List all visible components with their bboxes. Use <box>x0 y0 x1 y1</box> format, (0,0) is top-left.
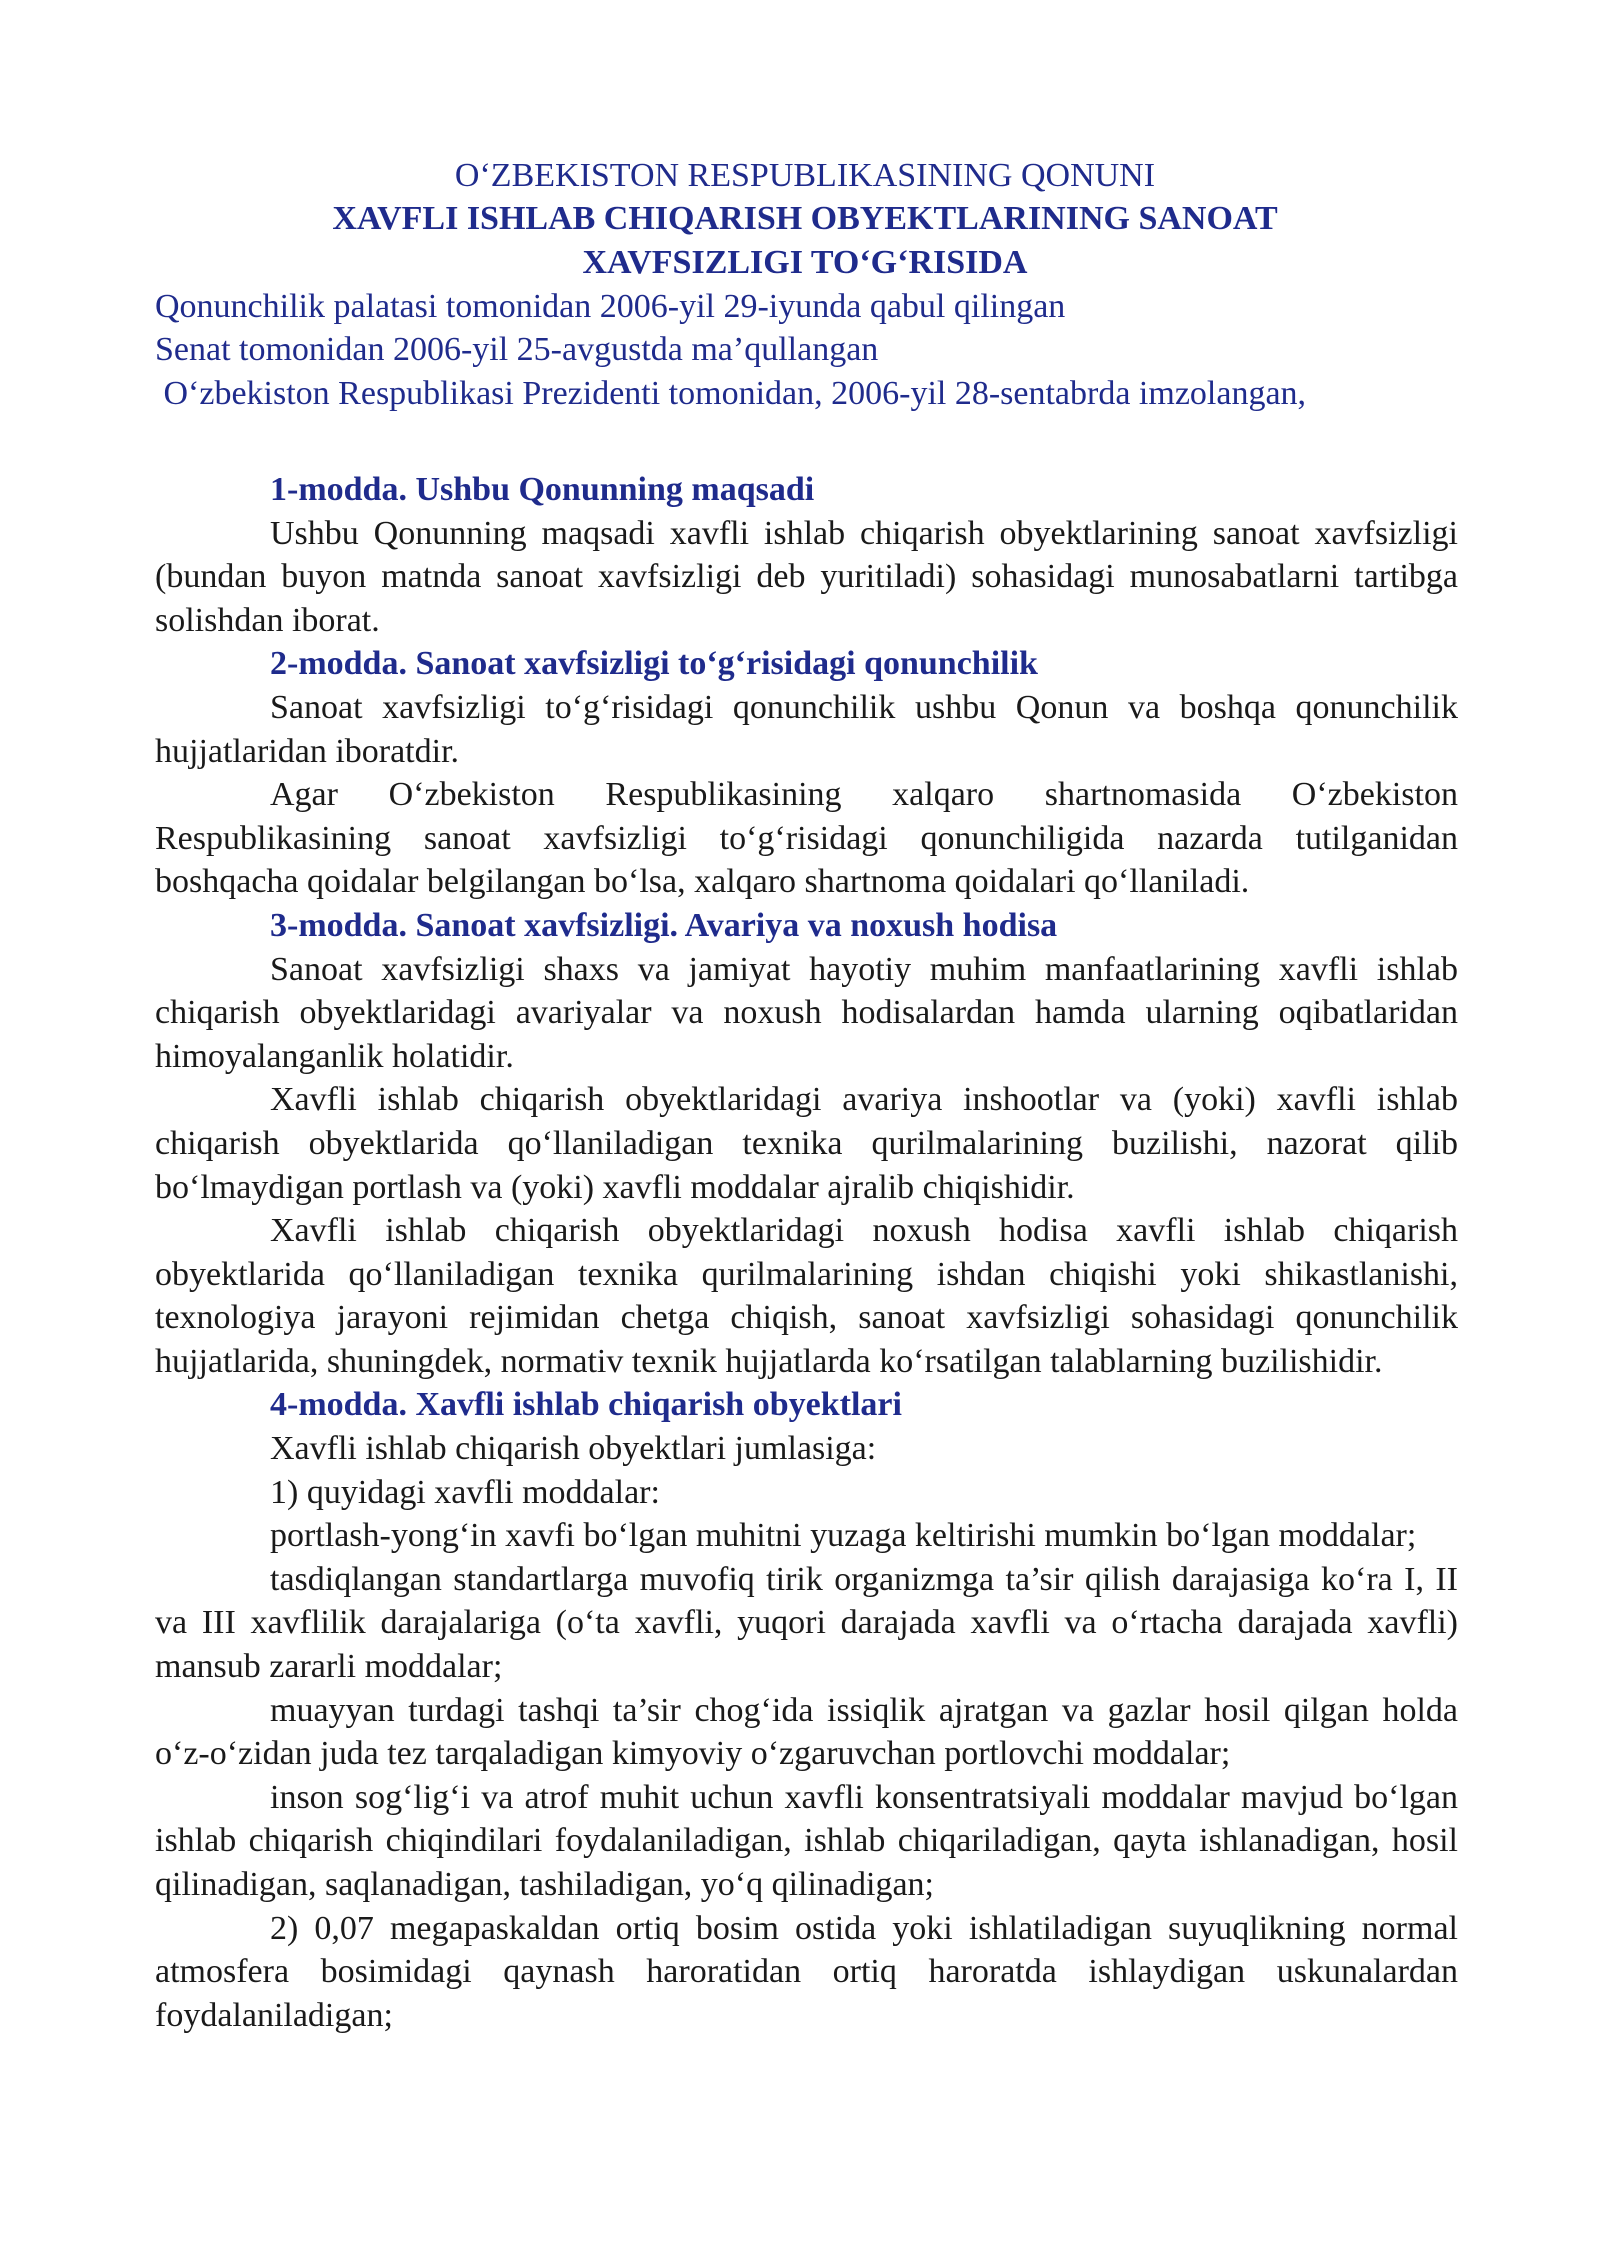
article-1-paragraph: Ushbu Qonunning maqsadi xavfli ishlab chiqarish obyektlarining sanoat xavfsizligi (bundan buyon matnda sanoat xavfsizligi deb yuritiladi) sohasidagi munosabatlarni tartibga solishdan iborat. <box>155 514 1458 639</box>
article-4-paragraph: 2) 0,07 megapaskaldan ortiq bosim ostida yoki ishlatiladigan suyuqlikning normal atmosfera bosimidagi qaynash haroratidan ortiq haroratda ishlaydigan uskunalardan foydalaniladigan; <box>155 1909 1458 2034</box>
article-4-paragraph: inson sog‘lig‘i va atrof muhit uchun xavfli konsentratsiyali moddalar mavjud bo‘lgan ishlab chiqarish chiqindilari foydalaniladigan, ishlab chiqariladigan, qayta ishlanadigan, hosil qilinadigan, saqlanadigan, tashiladigan, yo‘q qilinadigan; <box>155 1778 1458 1903</box>
article-heading-4: 4-modda. Xavfli ishlab chiqarish obyektlari <box>270 1386 902 1424</box>
article-4-paragraph: portlash-yong‘in xavfi bo‘lgan muhitni yuzaga keltirishi mumkin bo‘lgan moddalar; <box>270 1517 1417 1555</box>
article-4-paragraph: Xavfli ishlab chiqarish obyektlari jumlasiga: <box>270 1430 877 1468</box>
article-heading-3: 3-modda. Sanoat xavfsizligi. Avariya va noxush hodisa <box>270 906 1058 944</box>
article-2-paragraph: Agar O‘zbekiston Respublikasining xalqaro shartnomasida O‘zbekiston Respublikasining sanoat xavfsizligi to‘g‘risidagi qonunchiligida nazarda tutilganidan boshqacha qoidalar belgilangan bo‘lsa, xalqaro shartnoma qoidalari qo‘llaniladi. <box>155 776 1458 901</box>
article-4-paragraph: muayyan turdagi tashqi ta’sir chog‘ida issiqlik ajratgan va gazlar hosil qilgan holda o‘z-o‘zidan juda tez tarqaladigan kimyoviy o‘zgaruvchan portlovchi moddalar; <box>155 1691 1458 1773</box>
article-heading-2: 2-modda. Sanoat xavfsizligi to‘g‘risidagi qonunchilik <box>270 645 1038 683</box>
document-body <box>155 468 1458 2037</box>
article-3-paragraph: Sanoat xavfsizligi shaxs va jamiyat hayotiy muhim manfaatlarining xavfli ishlab chiqarish obyektlaridagi avariyalar va noxush hodisalardan hamda ularning oqibatlaridan himoyalanganlik holatidir. <box>155 950 1458 1075</box>
article-4-paragraph: 1) quyidagi xavfli moddalar: <box>270 1473 660 1511</box>
article-2-paragraph: Sanoat xavfsizligi to‘g‘risidagi qonunchilik ushbu Qonun va boshqa qonunchilik hujjatlaridan iboratdir. <box>155 688 1458 770</box>
adoption-note: Qonunchilik palatasi tomonidan 2006-yil 29-iyunda qabul qilingan <box>155 288 1066 325</box>
document-title-line-1: XAVFLI ISHLAB CHIQARISH OBYEKTLARINING SANOAT <box>332 200 1278 237</box>
signing-note: O‘zbekiston Respublikasi Prezidenti tomonidan, 2006-yil 28-sentabrda imzolangan, <box>155 375 1307 412</box>
article-3-paragraph: Xavfli ishlab chiqarish obyektlaridagi noxush hodisa xavfli ishlab chiqarish obyektlarida qo‘llaniladigan texnika qurilmalarining ishdan chiqishi yoki shikastlanishi, texnologiya jarayoni rejimidan chetga chiqish, sanoat xavfsizligi sohasidagi qonunchilik hujjatlarida, shuningdek, normativ texnik hujjatlarda ko‘rsatilgan talablarning buzilishidir. <box>155 1212 1458 1380</box>
law-type: O‘ZBEKISTON RESPUBLIKASINING QONUNI <box>454 157 1156 194</box>
approval-note: Senat tomonidan 2006-yil 25-avgustda ma’qullangan <box>155 331 879 368</box>
article-heading-1: 1-modda. Ushbu Qonunning maqsadi <box>270 471 815 508</box>
document-title-line-2: XAVFSIZLIGI TO‘G‘RISIDA <box>582 244 1028 281</box>
article-4-paragraph: tasdiqlangan standartlarga muvofiq tirik organizmga ta’sir qilish darajasiga ko‘ra I, II va III xavflilik darajalariga (o‘ta xavfli, yuqori darajada xavfli va o‘rtacha darajada xavfli) mansub zararli moddalar; <box>155 1560 1458 1686</box>
article-3-paragraph: Xavfli ishlab chiqarish obyektlaridagi avariya inshootlar va (yoki) xavfli ishlab chiqarish obyektlarida qo‘llaniladigan texnika qurilmalarining buzilishi, nazorat qilib bo‘lmaydigan portlash va (yoki) xavfli moddalar ajralib chiqishidir. <box>155 1081 1458 1206</box>
